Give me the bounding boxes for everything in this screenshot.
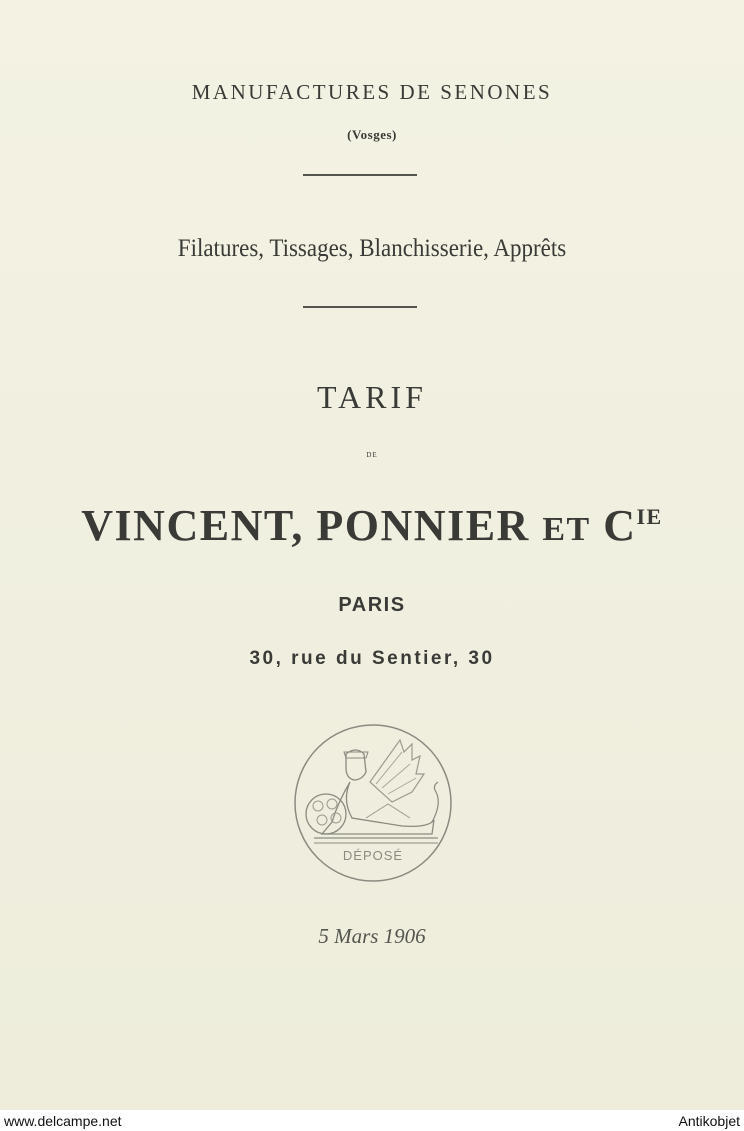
divider-rule <box>303 306 417 308</box>
company-name-main: VINCENT, PONNIER <box>81 501 530 550</box>
divider-rule <box>303 174 417 176</box>
company-c: C <box>603 501 637 550</box>
document-title: TARIF <box>317 379 427 415</box>
company-name <box>0 500 744 551</box>
document-date: 5 Mars 1906 <box>318 924 426 948</box>
footer-website[interactable]: www.delcampe.net <box>4 1113 122 1129</box>
address-line: 30, rue du Sentier, 30 <box>249 648 495 669</box>
city-label: PARIS <box>338 594 406 616</box>
activities-line: Filatures, Tissages, Blanchisserie, Apprêts <box>177 233 567 262</box>
sphinx-emblem-icon <box>292 722 454 884</box>
preposition-label: DE <box>366 451 378 459</box>
footer-seller[interactable]: Antikobjet <box>678 1113 740 1129</box>
company-sup: IE <box>636 504 663 529</box>
emblem-text: DÉPOSÉ <box>342 848 404 863</box>
region-label: (Vosges) <box>347 127 397 142</box>
company-et: ET <box>542 511 591 548</box>
manufacturer-heading: MANUFACTURES DE SENONES <box>191 80 553 104</box>
